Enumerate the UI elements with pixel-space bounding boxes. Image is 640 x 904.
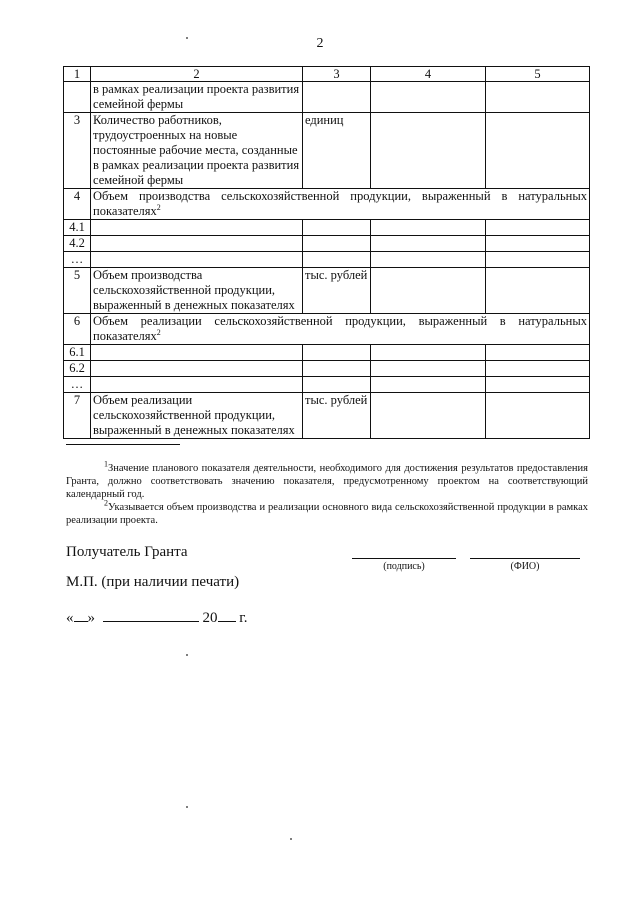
stamp-label: М.П. (при наличии печати) (66, 574, 240, 590)
footnote-1 (66, 459, 588, 501)
row-value-cell (486, 252, 590, 268)
table-row (64, 361, 590, 377)
footnote-divider (66, 444, 180, 445)
row-description-cell (91, 345, 303, 361)
row-number-cell: 6.1 (64, 345, 91, 361)
row-value-cell (371, 361, 486, 377)
row-value-cell (486, 377, 590, 393)
year-blank (218, 608, 236, 622)
row-wide-text: Объем реализации сельскохозяйственной продукции, выраженный в натуральных показателях (93, 314, 587, 343)
month-blank (103, 608, 199, 622)
row-value-cell (486, 113, 590, 189)
column-header: 1 (64, 67, 91, 82)
indicators-table (63, 66, 590, 439)
row-number-cell: … (64, 377, 91, 393)
row-unit-cell (303, 252, 371, 268)
row-unit-cell (303, 361, 371, 377)
row-value-cell (486, 393, 590, 439)
name-line (470, 558, 580, 559)
row-unit-cell (303, 345, 371, 361)
table-row (64, 393, 590, 439)
row-description-cell (91, 377, 303, 393)
row-value-cell (486, 268, 590, 314)
table-row (64, 314, 590, 345)
row-value-cell (371, 220, 486, 236)
table-header-row (64, 67, 590, 82)
scan-speck (186, 37, 188, 39)
row-unit-cell (303, 82, 371, 113)
footnote-ref: 2 (156, 327, 161, 337)
row-number-cell: 6 (64, 314, 91, 345)
column-header: 4 (371, 67, 486, 82)
footnote-mark: 1 (104, 459, 108, 469)
row-unit-cell (303, 220, 371, 236)
row-number-cell: 5 (64, 268, 91, 314)
footnotes (66, 459, 588, 527)
row-description-cell (91, 220, 303, 236)
row-wide-cell (91, 189, 590, 220)
table-row (64, 113, 590, 189)
row-value-cell (486, 220, 590, 236)
scan-speck (186, 806, 188, 808)
row-value-cell (371, 236, 486, 252)
date-line (66, 608, 247, 627)
table-row (64, 252, 590, 268)
year-prefix: 20 (202, 610, 218, 626)
scan-speck (186, 654, 188, 656)
footnote-ref: 2 (156, 202, 161, 212)
footnote-2 (66, 498, 588, 527)
row-description-cell: Количество работников, трудоустроенных на новые постоянные рабочие места, созданные в рамках реализации проекта развития семейной фермы (91, 113, 303, 189)
row-value-cell (371, 252, 486, 268)
recipient-label: Получатель Гранта (66, 544, 188, 560)
signature-caption: (подпись) (383, 561, 425, 572)
row-value-cell (486, 361, 590, 377)
row-wide-text: Объем производства сельскохозяйственной продукции, выраженный в натуральных показателях (93, 189, 587, 218)
row-unit-cell: единиц (303, 113, 371, 189)
row-description-cell (91, 252, 303, 268)
row-value-cell (371, 113, 486, 189)
row-unit-cell: тыс. рублей (303, 268, 371, 314)
row-value-cell (486, 236, 590, 252)
column-header: 5 (486, 67, 590, 82)
page-number: 2 (316, 36, 324, 51)
row-wide-cell (91, 314, 590, 345)
row-value-cell (371, 82, 486, 113)
row-description-cell: Объем реализации сельскохозяйственной продукции, выраженный в денежных показателях (91, 393, 303, 439)
row-value-cell (371, 393, 486, 439)
footnote-mark: 2 (104, 498, 108, 508)
date-open-quote: « (66, 610, 74, 626)
row-value-cell (371, 345, 486, 361)
table-row (64, 268, 590, 314)
table-row (64, 189, 590, 220)
table-row (64, 220, 590, 236)
row-number-cell: 6.2 (64, 361, 91, 377)
day-blank (74, 608, 88, 622)
row-number-cell: 3 (64, 113, 91, 189)
scan-speck (290, 838, 292, 840)
row-number-cell: 4 (64, 189, 91, 220)
footnote-text: Значение планового показателя деятельности, необходимого для достижения результатов предоставления Гранта, должно соответствовать значению показателя, предусмотренному проектом на соответствующий календарный год. (66, 463, 588, 500)
row-number-cell (64, 82, 91, 113)
row-description-cell: Объем производства сельскохозяйственной продукции, выраженный в денежных показателях (91, 268, 303, 314)
footnote-text: Указывается объем производства и реализации основного вида сельскохозяйственной продукции в рамках реализации проекта. (66, 502, 588, 526)
row-description-cell: в рамках реализации проекта развития семейной фермы (91, 82, 303, 113)
name-caption: (ФИО) (510, 561, 540, 572)
signature-line (352, 558, 456, 559)
table-row (64, 82, 590, 113)
date-close-quote: » (87, 610, 95, 626)
table-row (64, 377, 590, 393)
row-unit-cell (303, 236, 371, 252)
year-suffix: г. (239, 610, 248, 626)
row-description-cell (91, 236, 303, 252)
row-number-cell: 4.2 (64, 236, 91, 252)
row-number-cell: 4.1 (64, 220, 91, 236)
row-value-cell (371, 377, 486, 393)
row-value-cell (371, 268, 486, 314)
row-value-cell (486, 345, 590, 361)
table-row (64, 236, 590, 252)
table-row (64, 345, 590, 361)
row-number-cell: … (64, 252, 91, 268)
column-header: 2 (91, 67, 303, 82)
column-header: 3 (303, 67, 371, 82)
row-value-cell (486, 82, 590, 113)
row-number-cell: 7 (64, 393, 91, 439)
row-unit-cell (303, 377, 371, 393)
row-unit-cell: тыс. рублей (303, 393, 371, 439)
row-description-cell (91, 361, 303, 377)
